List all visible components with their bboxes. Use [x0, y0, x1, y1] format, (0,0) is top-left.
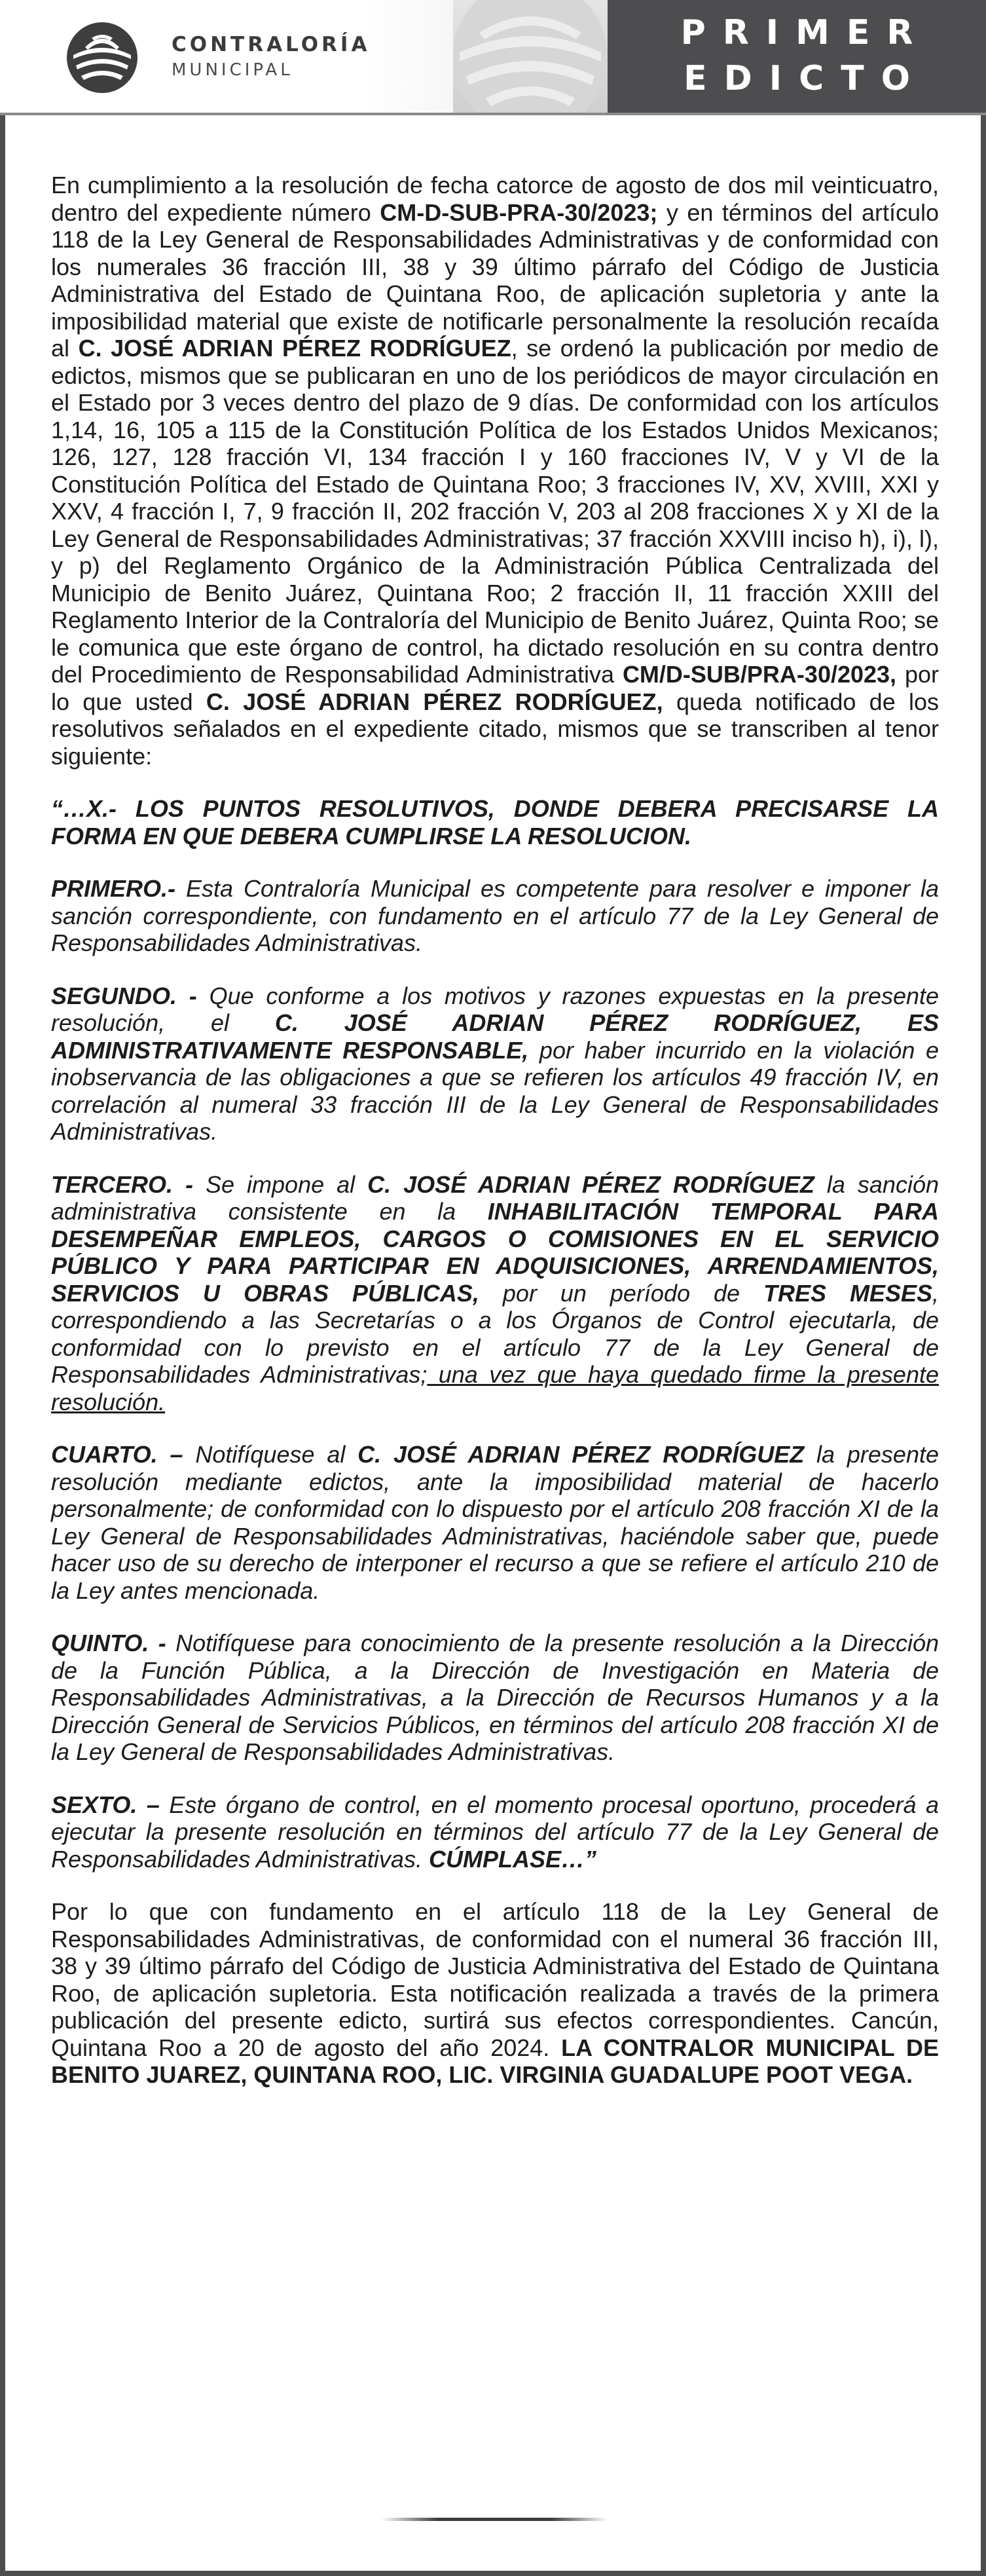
paragraph-primero — [51, 875, 939, 957]
signatory: LA CONTRALOR MUNICIPAL DE BENITO JUAREZ, QUINTANA ROO, LIC. VIRGINIA GUADALUPE POOT VEGA. — [51, 2034, 939, 2088]
title-box — [608, 0, 986, 113]
text: por haber incurrido en la violación e inobservancia de las obligaciones a que se refieren los artículos 49 fracción IV, en correlación al numeral 33 fracción III de la Ley General de Responsabilidades Administrativas. — [51, 1036, 939, 1145]
org-subtitle: MUNICIPAL — [172, 60, 293, 80]
contraloria-municipal-logo-icon — [65, 21, 139, 94]
paragraph-quinto — [51, 1630, 939, 1766]
header — [0, 0, 986, 113]
clause-heading: SEXTO. – — [51, 1791, 160, 1818]
paragraph-cuarto — [51, 1441, 939, 1604]
sanction-period: TRES MESES — [763, 1279, 932, 1307]
resolutive-points-heading: “…X.- LOS PUNTOS RESOLUTIVOS, DONDE DEBERA PRECISARSE LA FORMA EN QUE DEBERA CUMPLIRSE LA RESOLUCION. — [51, 795, 939, 849]
text: Que conforme a los motivos y razones expuestas en la presente resolución, el — [51, 982, 940, 1036]
watermark-logo-icon — [453, 0, 608, 113]
text: y en términos del artículo 118 de la Ley General de Responsabilidades Administrativas y de conformidad con los numerales 36 fracción III, 38 y 39 último párrafo del Código de Justicia Administrativa del Estado de Quintana Roo, de aplicación supletoria y ante la imposibilidad material que existe de notificarle personalmente la resolución recaída al — [51, 198, 939, 362]
case-number: CM/D-SUB/PRA-30/2023, — [622, 661, 897, 688]
text: En cumplimiento a la resolución de fecha catorce de agosto de dos mil veinticuatro, dentro del expediente número — [51, 172, 939, 226]
text: , se ordenó la publicación por medio de edictos, mismos que se publicaran en uno de los periódicos de mayor circulación en el Estado por 3 veces dentro del plazo de 9 días. De conformidad con los artículos 1,14, 16, 105 a 115 de la Constitución Política de los Estados Unidos Mexicanos; 126, 127, 128 fracción VI, 134 fracción I y 160 fracciones IV, V y VI de la Constitución Política del Estado de Quintana Roo; 3 fracciones IV, XV, XVIII, XXI y XXV, 4 fracción I, 7, 9 fracción II, 202 fracción V, 203 al 208 fracciones X y XI de la Ley General de Responsabilidades Administrativas; 37 fracción XXVIII inciso h), i), l), y p) del Reglamento Orgánico de la Administración Pública Centralizada del Municipio de Benito Juárez, Quintana Roo; 2 fracción II, 11 fracción XXIII del Reglamento Interior de la Contraloría del Municipio de Benito Juárez, Quinta Roo; se le comunica que este órgano de control, ha dictado resolución en su contra dentro del Procedimiento de Responsabilidad Administrativa — [51, 335, 939, 688]
text: la sanción administrativa consistente en la — [51, 1170, 939, 1225]
person-name: C. JOSÉ ADRIAN PÉREZ RODRÍGUEZ — [357, 1441, 805, 1468]
text: Esta Contraloría Municipal es competente para resolver e imponer la sanción correspondiente, con fundamento en el artículo 77 de la Ley General de Responsabilidades Administrativas. — [51, 875, 939, 956]
clause-heading: PRIMERO.- — [51, 875, 176, 902]
paragraph-tercero — [51, 1171, 939, 1416]
footer-divider — [381, 2518, 608, 2521]
text: , correspondiendo a las Secretarías o a los Órganos de Control ejecutarla, de conformidad con lo previsto en el artículo 77 de la Ley General de Responsabilidades Administrativas; — [51, 1279, 939, 1388]
person-name: C. JOSÉ ADRIAN PÉREZ RODRÍGUEZ — [367, 1170, 814, 1198]
text: Notifíquese para conocimiento de la presente resolución a la Dirección de la Función Pública, a la Dirección de Investigación en Materia de Responsabilidades Administrativas, a la Dirección de Recursos Humanos y a la Dirección General de Servicios Públicos, en términos del artículo 208 fracción XI de la Ley General de Responsabilidades Administrativas. — [51, 1630, 939, 1765]
case-number: CM-D-SUB-PRA-30/2023; — [380, 198, 658, 226]
clause-heading: CUARTO. – — [51, 1441, 183, 1468]
paragraph-segundo — [51, 982, 939, 1146]
edict-body — [51, 172, 939, 2114]
person-name: C. JOSÉ ADRIAN PÉREZ RODRÍGUEZ — [78, 335, 511, 362]
text: Se impone al — [193, 1170, 368, 1198]
text: por un período de — [479, 1279, 763, 1307]
text: Notifíquese al — [183, 1441, 358, 1468]
header-divider — [0, 113, 986, 115]
closing-mark: CÚMPLASE…” — [428, 1845, 596, 1873]
text: la presente resolución mediante edictos, ante la imposibilidad material de hacerlo personalmente; de conformidad con lo dispuesto por el artículo 208 fracción XI de la Ley General de Responsabilidades Administrativas, haciéndole saber que, puede hacer uso de su derecho de interponer el recurso a que se refiere el artículo 210 de la Ley antes mencionada. — [51, 1441, 939, 1604]
text: por lo que usted — [51, 661, 939, 715]
person-name: C. JOSÉ ADRIAN PÉREZ RODRÍGUEZ, — [206, 688, 663, 715]
underlined-text: una vez que haya quedado firme la presente resolución. — [51, 1361, 939, 1415]
text: Este órgano de control, en el momento procesal oportuno, procederá a ejecutar la presente resolución en términos del artículo 77 de la Ley General de Responsabilidades Administrativas. — [51, 1791, 940, 1873]
clause-heading: TERCERO. - — [51, 1170, 194, 1198]
title-line-1: PRIMER — [680, 13, 930, 52]
person-name: C. JOSÉ ADRIAN PÉREZ RODRÍGUEZ, ES ADMINISTRATIVAMENTE RESPONSABLE, — [51, 1009, 940, 1064]
title-line-2: EDICTO — [684, 59, 927, 98]
clause-heading: QUINTO. - — [51, 1630, 166, 1656]
text: Por lo que con fundamento en el artículo 118 de la Ley General de Responsabilidades Administrativas, de conformidad con el numeral 36 fracción III, 38 y 39 último párrafo del Código de Justicia Administrativa del Estado de Quintana Roo, de aplicación supletoria. Esta notificación realizada a través de la primera publicación del presente edicto, surtirá sus efectos correspondientes. Cancún, Quintana Roo a 20 de agosto del año 2024. — [51, 1898, 939, 2061]
org-name: CONTRALORÍA — [172, 33, 371, 56]
sanction: INHABILITACIÓN TEMPORAL PARA DESEMPEÑAR EMPLEOS, CARGOS O COMISIONES EN EL SERVICIO PÚBLICO Y PARA PARTICIPAR EN ADQUISICIONES, ARRENDAMIENTOS, SERVICIOS U OBRAS PÚBLICAS, — [51, 1198, 939, 1307]
paragraph-sexto — [51, 1791, 939, 1873]
clause-heading: SEGUNDO. - — [51, 982, 197, 1009]
text: queda notificado de los resolutivos señalados en el expediente citado, mismos que se transcriben al tenor siguiente: — [51, 688, 939, 770]
paragraph-intro — [51, 172, 939, 770]
paragraph-closing — [51, 1898, 939, 2089]
